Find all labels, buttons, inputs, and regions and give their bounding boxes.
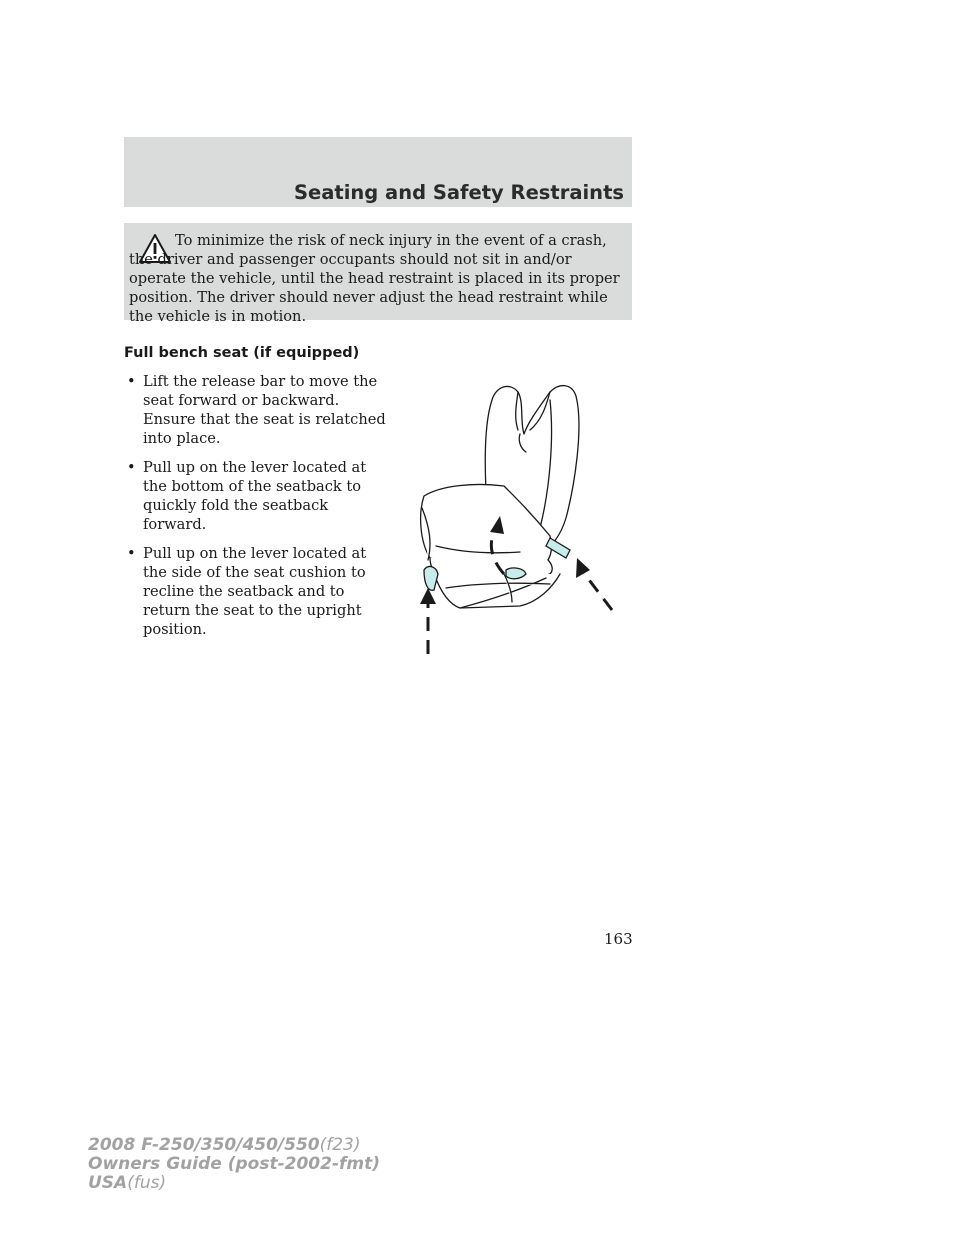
footer xyxy=(88,1136,380,1193)
bullet-text: Pull up on the lever located at the bottom of the seatback to quickly fold the seatback forward. xyxy=(143,459,367,533)
list-item xyxy=(124,544,386,639)
footer-guide: Owners Guide (post-2002-fmt) xyxy=(88,1154,381,1174)
warning-text: To minimize the risk of neck injury in the event of a crash, the driver and passenger occupants should not sit in and/or operate the vehicle, until the head restraint is placed in its proper position. The driver should never adjust the head restraint while the vehicle is in motion. xyxy=(129,232,620,325)
bench-seat-illustration xyxy=(400,378,632,658)
bullet-marker: • xyxy=(127,373,136,390)
section-title: Seating and Safety Restraints xyxy=(293,181,624,204)
list-item xyxy=(124,372,386,448)
footer-model: 2008 F-250/350/450/550 xyxy=(88,1135,320,1155)
page-number: 163 xyxy=(604,930,633,948)
warning-box xyxy=(124,223,632,325)
section-header-band xyxy=(124,137,632,207)
section-heading: Full bench seat (if equipped) xyxy=(124,345,360,361)
bullet-text: Lift the release bar to move the seat forward or backward. Ensure that the seat is relatched into place. xyxy=(143,373,386,447)
footer-model-code: (f23) xyxy=(319,1135,361,1155)
bullet-marker: • xyxy=(127,545,136,562)
bullet-list xyxy=(124,372,386,649)
list-item xyxy=(124,458,386,534)
footer-market: USA xyxy=(88,1173,128,1193)
bullet-marker: • xyxy=(127,459,136,476)
bullet-text: Pull up on the lever located at the side of the seat cushion to recline the seatback and to return the seat to the upright position. xyxy=(143,545,367,638)
footer-market-code: (fus) xyxy=(127,1173,167,1193)
